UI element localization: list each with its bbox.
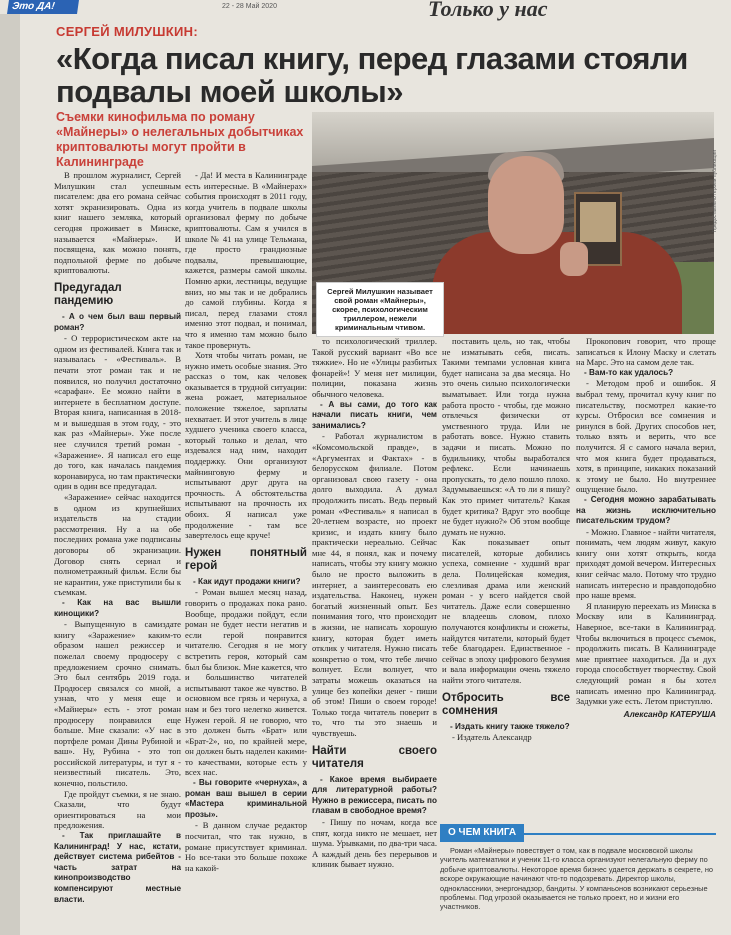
paragraph: - Роман вышел месяц назад, говорить о продажах пока рано. Вообще, продажи пойдут, если роман не будет нести негатив и если герой понравится читателю. Сегодня я не могу встретить героя, который сам был бы близок. Мне кажется, что и большинство читателей испытывают такое же чувство. В основном все грязь и чернуха, а нам и без того нелегко живется. Нужен герой. Я не говорю, что это должен быть «Брат» или «Брат-2», но, по крайней мере, он должен быть наделен какими-то качествами, которые есть у всех нас.: [185, 587, 307, 778]
interview-question: - Издать книгу также тяжело?: [450, 721, 570, 731]
article-column-4: [442, 336, 570, 816]
article-column-5: [576, 336, 716, 816]
about-book-text: Роман «Майнеры» повествует о том, как в подвале московской школы учитель математики и ученик 11-го класса организуют нелегальную ферму по добыче криптовалюты. Некоторое время бизнес удается держать в секрете, но вскоре окружающие начинают что-то подозревать. Директор школы, одноклассники, энергонадзор, бандиты. У компаньонов возникают серьезные проблемы. Под угрозой оказывается не только проект, но и жизни его участников.: [440, 846, 714, 912]
about-book-title: О ЧЕМ КНИГА: [440, 824, 524, 842]
paragraph: - Можно. Главное - найти читателя, понимать, чем людям живут, какую книгу они хотят открыть, когда приходят домой вечером. Интересных книг сейчас мало. Потому что трудно написать интересно и правдоподобно про наше время.: [576, 526, 716, 601]
issue-date: 22 - 28 Май 2020: [222, 3, 277, 10]
paragraph: то психологический триллер. Такой русский вариант «Во все тяжкие». Но не «Улицы разбитых фонарей»! У меня нет милиции, полиции, показана жизнь обычного человека.: [312, 336, 437, 399]
paragraph: Прокопович говорит, что проще записаться к Илону Маску и слетать на Марс. Это на самом деле так.: [576, 336, 716, 368]
paragraph: Где пройдут съемки, я не знаю. Сказали, что будут ориентироваться на мои предложения.: [54, 788, 181, 831]
article-column-2: [185, 170, 307, 925]
paragraph: Как показывает опыт писателей, которые добились успеха, сомнение - худший враг дела. Полицейская комедия, слезливая драма или женский роман - у всего найдется свой читатель. Даже если совершенно не владеешь словом, плохо получаются конфликты и сюжеты, найдутся читатели, который будет тебе благодарен. Единственное - сейчас в эпоху цифрового безумия и вала информации очень тяжело найти этого читателя.: [442, 537, 570, 685]
paragraph: «Заражение» сейчас находится в одном из крупнейших издательств на стадии рассмотрения. Ну а на обе последних романа уже подписаны договоры об экранизации. Договор снять сериал и полнометражный фильм. Если бы не карантин, уже приступили бы к съемкам.: [54, 492, 181, 598]
section-heading: Найти своего читателя: [312, 744, 437, 770]
paragraph: - В данном случае редактор посчитал, что так нужно, в романе присутствует криминал. Но все-таки это больше похоже на какой-: [185, 820, 307, 873]
subhead: Съемки кинофильма по роману «Майнеры» о нелегальных добытчиках криптовалюты могут пройти в Калининграде: [56, 110, 304, 169]
photo-caption: Сергей Милушкин называет свой роман «Майнеры», скорее, психологическим триллером, нежели криминальным чтивом.: [316, 282, 444, 337]
interview-question: - Какое время выбираете для литературной работы? Нужно в режиссера, писать по главам в свободное время?: [312, 774, 437, 816]
interview-question: - Вам-то как удалось?: [584, 367, 674, 377]
article-column-1: [54, 170, 181, 925]
section-heading: Отбросить все сомнения: [442, 691, 570, 717]
author-kicker: СЕРГЕЙ МИЛУШКИН:: [56, 24, 198, 39]
interview-question: - А вы сами, до того как начали писать книги, чем занимались?: [312, 399, 437, 430]
paragraph: - Да! И места в Калининграде есть интересные. В «Майнерах» события происходят в 2011 году, когда учитель в подвале школы организовал ферму по добыче криптовалюты. Сам я учился в школе № 41 на улице Тельмана, где просто грандиозные подвалы, превышающие, кажется, размеры самой школы. Помню арки, лестницы, ведущие вниз, но мы так и не добрались до самой глубины. Когда я писал, перед глазами стоял именно этот подвал, и понимал, что я именно там можно было такое провернуть.: [185, 170, 307, 350]
section-tag: Только у нас: [428, 0, 548, 21]
paragraph: Я планирую переехать из Минска в Москву или в Калининград. Наверное, все-таки в Калининград. Чтобы включиться в процесс съемок, продолжить писать. В Калининграде мне приятнее находиться. Да и дух города способствует творчеству. Свой следующий роман я бы хотел написать именно про Калининград. Задумки уже есть. Летом приступлю.: [576, 600, 716, 707]
paragraph: - Выпущенную в самиздате книгу «Заражение» каким-то образом нашел режиссер и пожелал своему продюсеру с предложением срочно снимать. Это был сентябрь 2019 года. Продюсер связался со мной, а узнав, что у меня еще и «Майнеры» есть - этот роман продюсеру понравился еще больше. Мне сказали: «У нас в портфеле роман Дины Рубиной и ваш». Ну, Рубина - это топ российской литературы, и тут я - неизвестный писатель. Это, конечно, польстило.: [54, 619, 181, 789]
about-book-bar: [440, 824, 716, 842]
paragraph: В прошлом журналист, Сергей Милушкин стал успешным писателем: два его романа сейчас хотят экранизировать. Одна из книг нашего земляка, который сегодня проживает в Минске, называется «Майнеры». И посвящена, как можно понять, подпольной ферме по добыче криптовалюты.: [54, 170, 181, 276]
newspaper-logo: Это ДА!: [7, 0, 79, 14]
interview-question: - А о чем был ваш первый роман?: [54, 311, 181, 332]
author-signature: Александр КАТЕРУША: [623, 708, 716, 719]
paragraph: - Работал журналистом в «Комсомольской правде», в «Аргументах и Фактах» - в белорусском филиале. Потом организовал свою газету - она долго выходила. А думал продолжить писать. Ведь первый роман «Фестиваль» я написал в 20-летнем возрасте, но проект кризис, и издать книгу было практически нереально. Сейчас мне 44, я понял, как и почему написать, чтобы эту книгу можно было не просто выложить в интернет, а заинтересовать ею издательства. Наконец, нужен богатый жизненный опыт. Без понимания того, что происходит в жизни, не написать хорошую книгу, которая будет иметь отклик у читателя. Нужно писать конкретно о том, что тебе лично волнует. Если волнует, что затраты можешь оказаться на улице без копейки денег - пиши об этом! Пиши о своем городе! Только тогда читатель поверит в то, что ты это знаешь и чувствуешь.: [312, 431, 437, 738]
paragraph: - Пишу по ночам, когда все спят, когда никто не мешает, нет шума. Урывками, по два-три часа. А каждый день без перерывов и клиник бывает нужно.: [312, 816, 437, 870]
headline: «Когда писал книгу, перед глазами стояли подвалы моей школы»: [56, 41, 688, 109]
photo-book-cover: [580, 202, 616, 242]
photo-person-jacket: [432, 232, 682, 334]
article-column-3: [312, 336, 437, 896]
photo-hand: [560, 242, 588, 276]
paragraph: - О террористическом акте на одном из фестивалей. Книга так и называлась - «Фестиваль». В печати этот роман так и не появился, но получил достаточно «сарафан». Ее можно найти в интернете в бесплатном доступе. Вторая книга, написанная в 2018-м и вышедшая в этом году, - это как раз «Майнеры». Уже после нее случился третий роман - «Заражение». Я написал его еще до того, как началась пандемия коронавируса, но там практически один в один все предугадал.: [54, 333, 181, 492]
paragraph: поставить цель, но так, чтобы не изматывать себя, писать. Такими темпами условная книга будет написана за два месяца. Но это очень сильно психологически выматывает. Или тогда нужна работа просто - чтобы, где можно отвлечься физически от умственного труда. Или не работать вовсе. Нужно ставить задачи и писать. Можно по будильнику, чтобы выработался рефлекс. Если начинаешь пропускать, то дело пошло плохо. Задумываешься: «А то ли я пишу? Как это примет читатель? Какая будет критика? Вдруг это вообще не будет нужно?» Об этом вообще думать не нужно.: [442, 336, 570, 537]
interview-question: - Сегодня можно зарабатывать на жизнь исключительно писательским трудом?: [576, 494, 716, 526]
masthead-strip: [0, 0, 731, 21]
interview-question: - Вы говорите «чернуха», а роман ваш вышел в серии «Мастера криминальной прозы».: [185, 778, 307, 819]
section-heading: Нужен понятный герой: [185, 546, 307, 572]
paragraph: Хотя чтобы читать роман, не нужно иметь особые знания. Это рассказ о том, как человек оказывается в трудной ситуации: жена рожает, материальное положение тяжелое, зарплаты нехватает. И этот учитель в лице худшего ученика своего класса, который только и делал, что издевался над ним, находит поддержку. Они организуют майнинговую ферму и испытывают друг друга на прочность. А обстоятельства испытывают на прочность их обоих. Я написал уже продолжение - там все завертелось еще круче!: [185, 350, 307, 541]
interview-question: - Как идут продажи книги?: [193, 576, 301, 586]
section-heading: Предугадал пандемию: [54, 281, 122, 307]
photo-credit: Предоставлено героем публикации: [712, 150, 718, 233]
page-gutter: [0, 0, 20, 935]
paragraph: - Методом проб и ошибок. Я выбрал тему, прочитал кучу книг по писательству, посмотрел какие-то курсы. Отбросил все сомнения и ринулся в бой. Других способов нет, только взять и верить, что все получится. Я с самого начала верил, что моя книга будет продаваться, хотя, в принципе, никаких показаний к этому не было. Но внутреннее ощущение было.: [576, 378, 716, 495]
interview-question: - Как на вас вышли кинощики?: [54, 597, 181, 618]
photo-person-head: [488, 156, 564, 254]
paragraph: - Издатель Александр: [452, 732, 532, 743]
interview-question: - Так приглашайте в Калининград! У нас, кстати, действует система рибейтов - часть затрат на кинопроизводство компенсируют местные власти.: [54, 831, 181, 904]
